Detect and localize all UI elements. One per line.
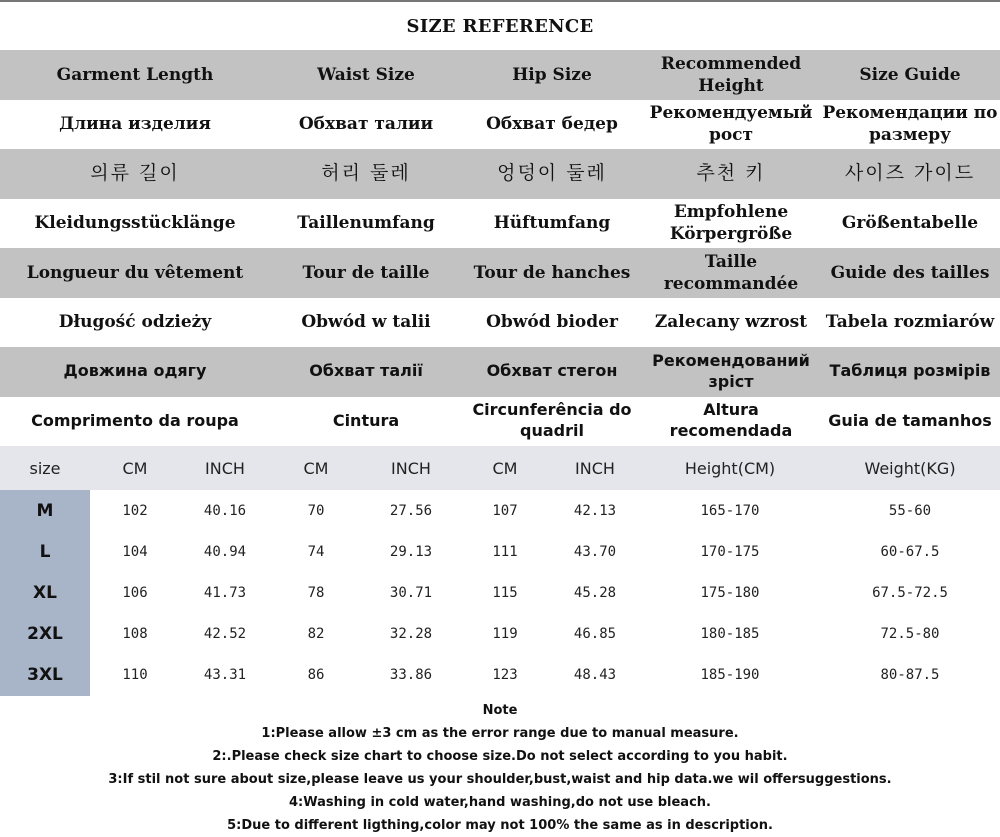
size-table-header	[0, 446, 1000, 490]
table-cell: 55-60	[888, 502, 932, 519]
translation-cell: Obwód bioder	[486, 312, 618, 333]
table-cell: 185-190	[700, 667, 760, 684]
translation-row-korean	[0, 149, 1000, 199]
translation-cell: Guide des tailles	[830, 262, 990, 283]
translation-cell: Tabela rozmiarów	[825, 312, 995, 333]
translation-cell: Рекомендуемый рост	[649, 103, 813, 146]
table-cell: 115	[492, 584, 518, 601]
table-row	[0, 490, 1000, 531]
table-cell: 48.43	[573, 667, 617, 684]
column-header: size	[29, 458, 61, 478]
translation-cell: Recommended Height	[660, 53, 802, 96]
translation-cell: Kleidungsstücklänge	[34, 213, 236, 234]
table-row	[0, 614, 1000, 655]
translation-cell: Рекомендований зріст	[652, 350, 810, 391]
table-cell: 33.86	[389, 667, 433, 684]
translation-cell: Обхват стегон	[486, 361, 618, 381]
translation-cell: 의류 길이	[90, 162, 180, 185]
size-table	[0, 446, 1000, 696]
translation-cell: Taille recommandée	[663, 251, 799, 294]
translation-cell: Рекомендации по размеру	[822, 103, 998, 146]
column-header: INCH	[391, 458, 431, 478]
note-line: 2:.Please check size chart to choose size.Do not select according to you habit.	[212, 749, 788, 764]
table-cell: 74	[307, 543, 325, 560]
column-header: CM	[492, 458, 518, 478]
table-cell: 180-185	[700, 626, 760, 643]
translation-cell: Altura recomendada	[669, 400, 793, 441]
table-cell: 27.56	[389, 502, 433, 519]
table-cell: 29.13	[389, 543, 433, 560]
translation-cell: Длина изделия	[59, 114, 211, 135]
table-cell: 43.70	[573, 543, 617, 560]
note-line: 3:If stil not sure about size,please leave us your shoulder,bust,waist and hip data.we wil offersuggestions.	[108, 772, 892, 787]
note-line: 1:Please allow ±3 cm as the error range due to manual measure.	[261, 726, 739, 741]
notes-title: Note	[482, 703, 518, 718]
table-cell: 110	[122, 667, 148, 684]
translation-cell: Waist Size	[317, 64, 415, 85]
table-cell: 107	[492, 502, 518, 519]
translation-cell: Обхват талии	[298, 114, 434, 135]
translation-cell: Circunferência do quadril	[472, 400, 632, 441]
table-cell: 108	[122, 626, 148, 643]
translation-row-german	[0, 199, 1000, 249]
page-title: SIZE REFERENCE	[406, 15, 594, 37]
table-cell: 170-175	[700, 543, 760, 560]
table-cell: 175-180	[700, 584, 760, 601]
translation-cell: Größentabelle	[841, 213, 979, 234]
table-cell: 111	[492, 543, 518, 560]
table-cell: 106	[122, 584, 148, 601]
translation-cell: Długość odzieży	[58, 312, 212, 333]
column-header: INCH	[205, 458, 245, 478]
translation-cell: 추천 키	[696, 162, 766, 185]
column-header: INCH	[575, 458, 615, 478]
note-line: 4:Washing in cold water,hand washing,do not use bleach.	[289, 795, 711, 810]
translation-cell: Tour de hanches	[473, 262, 631, 283]
table-row	[0, 655, 1000, 696]
translation-cell: Довжина одягу	[63, 361, 207, 381]
translation-cell: Tour de taille	[302, 262, 430, 283]
translation-cell: Guia de tamanhos	[828, 410, 992, 430]
translation-row-french	[0, 248, 1000, 298]
table-cell: 60-67.5	[880, 543, 940, 560]
note-line: 5:Due to different ligthing,color may not 100% the same as in description.	[227, 818, 773, 833]
size-label: 2XL	[0, 614, 90, 655]
translation-cell: Size Guide	[859, 64, 961, 85]
table-cell: 45.28	[573, 584, 617, 601]
table-cell: 165-170	[700, 502, 760, 519]
translation-cell: 엉덩이 둘레	[497, 162, 607, 185]
table-cell: 78	[307, 584, 325, 601]
translation-cell: Таблиця розмірів	[829, 361, 991, 381]
translation-cell: Обхват талії	[309, 361, 423, 381]
translation-cell: Cintura	[332, 410, 400, 430]
size-label: L	[0, 531, 90, 572]
column-header: CM	[303, 458, 329, 478]
table-cell: 119	[492, 626, 518, 643]
translation-row-russian	[0, 100, 1000, 150]
table-cell: 67.5-72.5	[872, 584, 948, 601]
column-header: CM	[122, 458, 148, 478]
translation-cell: Obwód w talii	[301, 312, 431, 333]
table-cell: 40.94	[203, 543, 247, 560]
column-header: Height(CM)	[684, 458, 776, 478]
translation-cell: Hüftumfang	[493, 213, 611, 234]
translation-cell: Longueur du vêtement	[26, 262, 244, 283]
table-cell: 30.71	[389, 584, 433, 601]
table-row	[0, 531, 1000, 572]
table-cell: 86	[307, 667, 325, 684]
translation-row-ukrainian	[0, 347, 1000, 397]
table-cell: 80-87.5	[880, 667, 940, 684]
table-cell: 32.28	[389, 626, 433, 643]
table-cell: 82	[307, 626, 325, 643]
translation-cell: 허리 둘레	[321, 162, 411, 185]
table-cell: 102	[122, 502, 148, 519]
size-label: M	[0, 490, 90, 531]
notes-section	[0, 700, 1000, 837]
table-cell: 70	[307, 502, 325, 519]
size-label: XL	[0, 572, 90, 613]
translation-row-portuguese	[0, 397, 1000, 447]
column-header: Weight(KG)	[864, 458, 956, 478]
table-row	[0, 572, 1000, 613]
table-cell: 41.73	[203, 584, 247, 601]
translation-cell: Обхват бедер	[486, 114, 618, 135]
table-cell: 104	[122, 543, 148, 560]
translation-table	[0, 50, 1000, 446]
translation-cell: 사이즈 가이드	[844, 162, 976, 185]
translation-cell: Garment Length	[56, 64, 214, 85]
translation-cell: Taillenumfang	[297, 213, 435, 234]
table-cell: 46.85	[573, 626, 617, 643]
table-cell: 123	[492, 667, 518, 684]
table-cell: 42.13	[573, 502, 617, 519]
translation-row-english	[0, 50, 1000, 100]
table-cell: 43.31	[203, 667, 247, 684]
table-cell: 40.16	[203, 502, 247, 519]
translation-cell: Comprimento da roupa	[31, 410, 239, 430]
translation-cell: Zalecany wzrost	[654, 312, 808, 333]
table-cell: 72.5-80	[880, 626, 940, 643]
translation-row-polish	[0, 298, 1000, 348]
table-cell: 42.52	[203, 626, 247, 643]
size-label: 3XL	[0, 655, 90, 696]
translation-cell: Empfohlene Körpergröße	[669, 202, 793, 245]
translation-cell: Hip Size	[512, 64, 592, 85]
